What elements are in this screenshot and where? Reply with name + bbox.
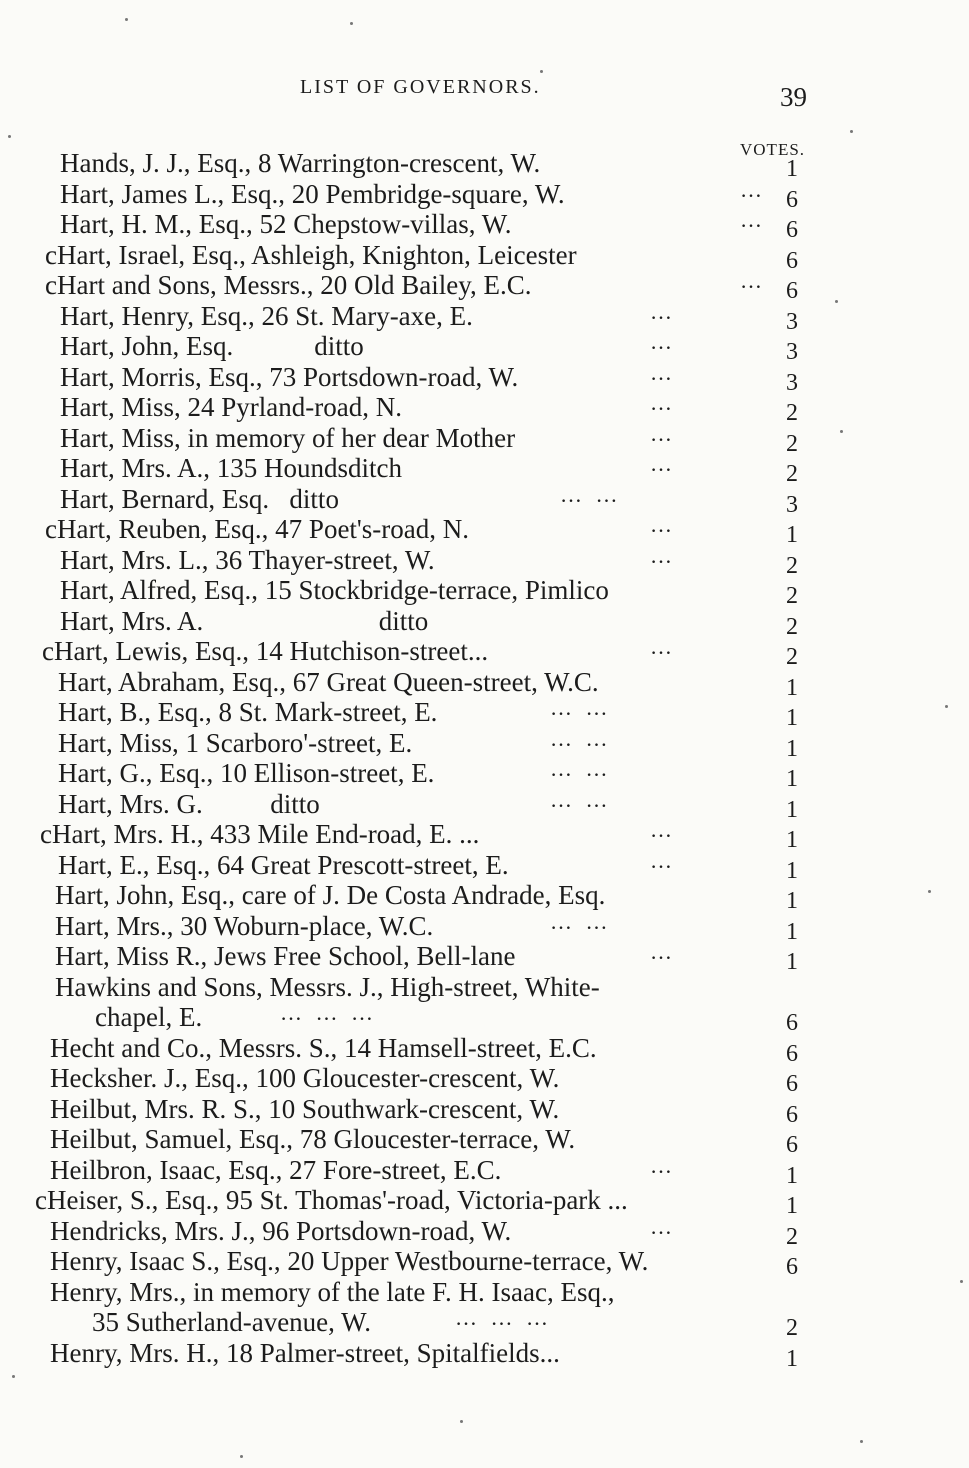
governor-votes: 6 (786, 217, 798, 243)
governor-entry (0, 908, 969, 945)
governor-entry (0, 939, 969, 975)
governor-votes: 6 (786, 1254, 798, 1280)
governor-votes: 2 (786, 461, 798, 487)
governor-name-address: cHeiser, S., Esq., 95 St. Thomas'-road, Victoria-park ... (35, 1185, 628, 1215)
leader-dots: … … (560, 481, 622, 507)
leader-dots: … (650, 847, 676, 873)
governor-entry (0, 1000, 969, 1036)
governor-entry (0, 575, 969, 609)
governor-name-address: Heilbut, Mrs. R. S., 10 Southwark-crescent, W. (50, 1093, 560, 1124)
leader-dots: … (650, 390, 676, 415)
governor-entry (0, 298, 969, 335)
governor-votes: 3 (786, 339, 798, 365)
leader-dots: … … (550, 908, 612, 934)
governor-votes: 6 (786, 1132, 798, 1158)
governor-entry (0, 176, 969, 213)
governor-name-address: Hart, Bernard, Esq. ditto (60, 483, 339, 514)
governor-entry (0, 1032, 969, 1067)
governor-votes: 2 (786, 583, 798, 609)
governor-entry (0, 786, 969, 823)
governor-entry (0, 847, 969, 884)
leader-dots: … (740, 207, 766, 232)
governor-name-address: Hart, Mrs. A. ditto (60, 605, 429, 636)
leader-dots: … (650, 1152, 676, 1178)
governor-entry (0, 1124, 969, 1158)
leader-dots: … (650, 634, 676, 659)
governor-votes: 3 (786, 369, 798, 396)
governor-entry (0, 148, 969, 182)
scan-speck (835, 300, 838, 303)
governor-entry (0, 1152, 969, 1189)
governor-name-address: Hart, Miss R., Jews Free School, Bell-lane (55, 941, 516, 971)
leader-dots: … (650, 512, 676, 537)
governor-votes: 1 (786, 949, 798, 975)
governor-entry (0, 666, 969, 701)
page-number: 39 (780, 82, 807, 112)
governor-name-address: Hart, Miss, 1 Scarboro'-street, E. (58, 727, 413, 758)
governor-name-address: cHart, Israel, Esq., Ashleigh, Knighton, Leicester (45, 239, 577, 270)
governor-name-address: Henry, Mrs., in memory of the late F. H. Isaac, Esq., (50, 1276, 615, 1307)
governor-votes: 1 (786, 1345, 798, 1372)
governor-entry (0, 420, 969, 457)
governor-votes: 6 (786, 278, 798, 304)
votes-column-header: VOTES. (740, 140, 806, 159)
governor-name-address: Hart, B., Esq., 8 St. Mark-street, E. (58, 697, 438, 727)
scan-speck (860, 1440, 863, 1443)
governor-name-address: Henry, Isaac S., Esq., 20 Upper Westbourne-terrace, W. (50, 1246, 649, 1276)
governor-name-address: Hands, J. J., Esq., 8 Warrington-crescent, W. (60, 148, 541, 178)
scan-speck (945, 705, 948, 708)
governor-votes: 2 (786, 1223, 798, 1250)
governor-votes: 6 (786, 1101, 798, 1128)
scan-speck (540, 70, 543, 73)
governor-name-address: 35 Sutherland-avenue, W. (92, 1307, 371, 1337)
governor-name-address: Hart, H. M., Esq., 52 Chepstow-villas, W. (60, 209, 512, 239)
scan-speck (125, 18, 128, 21)
governor-votes: 1 (786, 796, 798, 823)
leader-dots: … (650, 298, 676, 324)
governor-entry (0, 390, 969, 426)
governor-name-address: Heilbut, Samuel, Esq., 78 Gloucester-terrace, W. (50, 1124, 576, 1154)
governor-name-address: Hart, Miss, 24 Pyrland-road, N. (60, 392, 402, 422)
governor-votes: 1 (786, 918, 798, 945)
leader-dots: … … (550, 695, 612, 720)
governor-votes: 2 (786, 1315, 798, 1341)
running-head: LIST OF GOVERNORS. (300, 76, 541, 98)
governor-name-address: Hart, James L., Esq., 20 Pembridge-square, W. (60, 178, 565, 209)
governor-entry (0, 207, 969, 243)
governor-votes: 6 (786, 1010, 798, 1036)
leader-dots: … (650, 359, 676, 385)
governor-name-address: Hart, Miss, in memory of her dear Mother (60, 422, 516, 453)
governor-name-address: Hart, G., Esq., 10 Ellison-street, E. (58, 758, 435, 788)
governor-name-address: cHart, Mrs. H., 433 Mile End-road, E. ... (40, 819, 480, 849)
leader-dots: … … … (280, 1000, 377, 1025)
governor-name-address: Hart, Mrs., 30 Woburn-place, W.C. (55, 910, 434, 941)
governor-entry (0, 972, 969, 1003)
governor-votes: 6 (786, 1040, 798, 1067)
leader-dots: … (740, 176, 766, 202)
governor-votes: 1 (786, 522, 798, 548)
leader-dots: … (650, 939, 676, 964)
scan-speck (840, 430, 843, 433)
governor-entry (0, 605, 969, 640)
leader-dots: … (650, 451, 676, 476)
governors-list (0, 148, 969, 1372)
governor-name-address: Hart, Henry, Esq., 26 St. Mary-axe, E. (60, 300, 473, 331)
leader-dots: … … (550, 756, 612, 781)
scan-speck (8, 135, 11, 138)
scan-speck (850, 130, 853, 133)
leader-dots: … (650, 817, 676, 842)
governor-entry (0, 512, 969, 548)
governor-name-address: Hecht and Co., Messrs. S., 14 Hamsell-street, E.C. (50, 1032, 597, 1063)
governor-name-address: Henry, Mrs. H., 18 Palmer-street, Spitalfields... (50, 1337, 560, 1368)
governor-name-address: Hecksher. J., Esq., 100 Gloucester-crescent, W. (50, 1063, 560, 1093)
scan-speck (240, 1455, 243, 1458)
governor-name-address: Hart, John, Esq. ditto (60, 331, 364, 361)
leader-dots: … … (550, 786, 612, 812)
governor-name-address: Hart, John, Esq., care of J. De Costa Andrade, Esq. (55, 880, 606, 910)
scan-speck (350, 22, 353, 25)
governor-votes: 3 (786, 491, 798, 518)
governor-entry (0, 1213, 969, 1250)
scan-speck (12, 1375, 15, 1378)
scan-speck (460, 1420, 463, 1423)
governor-name-address: Hart, Mrs. G. ditto (58, 788, 320, 819)
governor-name-address: cHart and Sons, Messrs., 20 Old Bailey, E.C. (45, 270, 532, 300)
governor-entry (0, 1093, 969, 1128)
governor-entry (0, 725, 969, 762)
governor-votes: 2 (786, 552, 798, 579)
governor-name-address: cHart, Lewis, Esq., 14 Hutchison-street... (42, 636, 489, 666)
governor-name-address: chapel, E. (95, 1002, 203, 1032)
governor-entry (0, 329, 969, 365)
governor-votes: 1 (786, 857, 798, 884)
governor-votes: 1 (786, 766, 798, 792)
scan-speck (960, 1280, 963, 1283)
governor-entry (0, 542, 969, 579)
governor-entry (0, 451, 969, 487)
governor-entry (0, 268, 969, 304)
governor-entry (0, 1246, 969, 1280)
governor-votes: 1 (786, 156, 798, 182)
governor-votes: 1 (786, 888, 798, 914)
governor-votes: 6 (786, 186, 798, 213)
governor-entry (0, 1185, 969, 1219)
governor-name-address: Heilbron, Isaac, Esq., 27 Fore-street, E.C. (50, 1154, 502, 1185)
governor-name-address: Hart, Abraham, Esq., 67 Great Queen-street, W.C. (58, 666, 599, 697)
governor-votes: 2 (786, 644, 798, 670)
leader-dots: … (650, 420, 676, 446)
governor-name-address: Hart, E., Esq., 64 Great Prescott-street, E. (58, 849, 509, 880)
governor-name-address: Hart, Alfred, Esq., 15 Stockbridge-terrace, Pimlico (60, 575, 609, 605)
governor-votes: 6 (786, 247, 798, 274)
governor-entry (0, 1063, 969, 1097)
leader-dots: … (650, 542, 676, 568)
governor-votes: 2 (786, 613, 798, 640)
governor-votes: 1 (786, 705, 798, 731)
governor-name-address: Hart, Mrs. L., 36 Thayer-street, W. (60, 544, 435, 575)
leader-dots: … … (550, 725, 612, 751)
governor-name-address: Hart, Mrs. A., 135 Houndsditch (60, 453, 402, 483)
scan-speck (928, 890, 931, 893)
governor-votes: 2 (786, 430, 798, 457)
governor-entry (0, 880, 969, 914)
governor-votes: 1 (786, 735, 798, 762)
governor-name-address: Hendricks, Mrs. J., 96 Portsdown-road, W. (50, 1215, 512, 1246)
governor-votes: 3 (786, 308, 798, 335)
governor-votes: 2 (786, 400, 798, 426)
governor-entry (0, 239, 969, 274)
governor-votes: 1 (786, 674, 798, 701)
governor-entry (0, 481, 969, 518)
leader-dots: … … … (455, 1305, 552, 1330)
governor-entry (0, 1305, 969, 1341)
governor-name-address: cHart, Reuben, Esq., 47 Poet's-road, N. (45, 514, 470, 544)
leader-dots: … (650, 1213, 676, 1239)
governor-entry (0, 817, 969, 853)
governor-votes: 1 (786, 827, 798, 853)
leader-dots: … (740, 268, 766, 293)
governor-votes: 1 (786, 1162, 798, 1189)
governor-votes: 6 (786, 1071, 798, 1097)
governor-entry (0, 359, 969, 396)
governor-entry (0, 634, 969, 670)
governor-entry (0, 695, 969, 731)
leader-dots: … (650, 329, 676, 354)
governor-name-address: Hart, Morris, Esq., 73 Portsdown-road, W. (60, 361, 519, 392)
governor-name-address: Hawkins and Sons, Messrs. J., High-street, White- (55, 971, 600, 1002)
governor-entry (0, 1337, 969, 1372)
governor-entry (0, 756, 969, 792)
governor-votes: 1 (786, 1193, 798, 1219)
